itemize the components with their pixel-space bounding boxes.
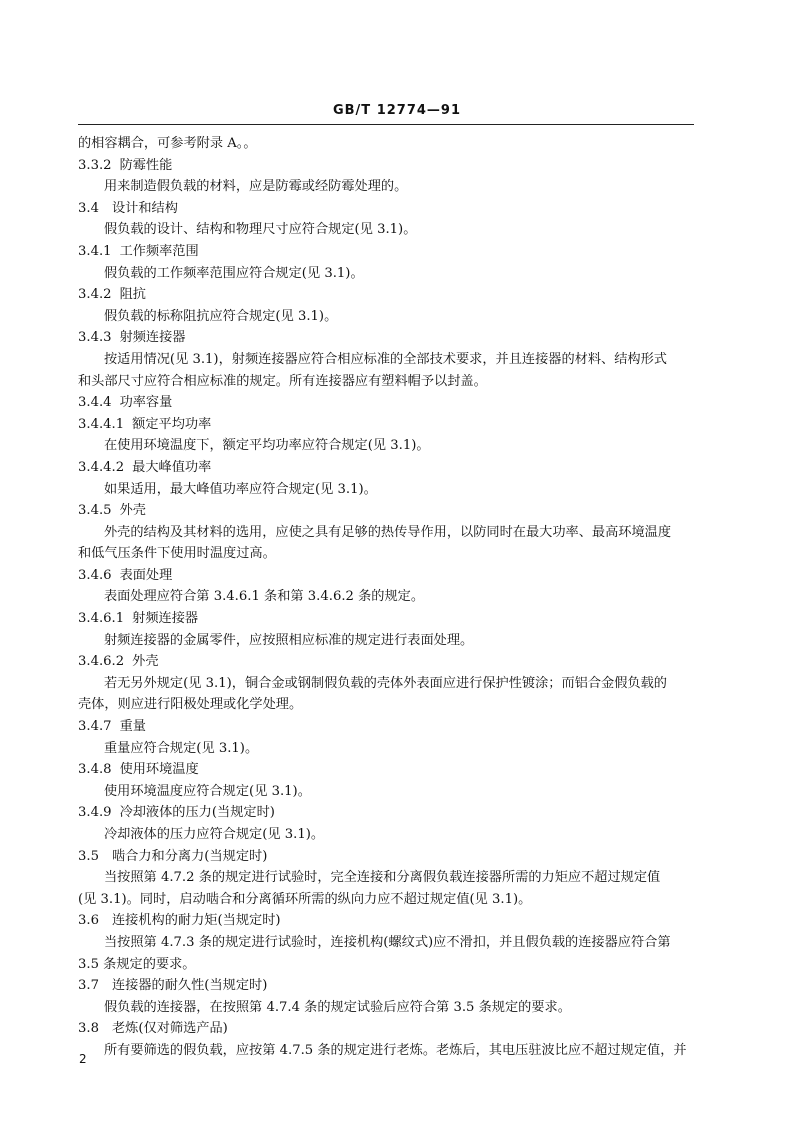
- section-title: 外壳: [119, 503, 146, 519]
- section-title: 工作频率范围: [119, 243, 199, 259]
- section-number: 3.4.5: [78, 503, 112, 519]
- section-number: 3.5: [78, 848, 99, 864]
- standard-code-header: GB/T 12774—91: [332, 103, 462, 118]
- section-heading: [78, 414, 692, 436]
- section-number: 3.4.4: [78, 395, 112, 411]
- section-number: 3.4.6.1: [78, 611, 125, 627]
- section-number: 3.7: [78, 978, 99, 994]
- paragraph-continuation: (见 3.1)。同时，启动啮合和分离循环所需的纵向力应不超过规定值(见 3.1)。: [78, 891, 532, 907]
- section-heading: [78, 241, 692, 263]
- paragraph-line: 如果适用，最大峰值功率应符合规定(见 3.1)。: [104, 481, 377, 497]
- section-number: 3.4.2: [78, 287, 112, 303]
- section-title: 设计和结构: [112, 200, 178, 216]
- section-heading: [78, 716, 692, 738]
- section-number: 3.4.4.2: [78, 459, 125, 475]
- paragraph-line: 假负载的工作频率范围应符合规定(见 3.1)。: [104, 265, 364, 281]
- section-title: 冷却液体的压力(当规定时): [119, 805, 275, 821]
- paragraph-continuation: 3.5 条规定的要求。: [78, 956, 196, 972]
- section-number: 3.4.6.2: [78, 654, 125, 670]
- section-title: 连接器的耐久性(当规定时): [112, 978, 268, 994]
- paragraph-line: 射频连接器的金属零件，应按照相应标准的规定进行表面处理。: [104, 632, 474, 648]
- section-title: 使用环境温度: [119, 762, 199, 778]
- section-number: 3.4.6: [78, 567, 112, 583]
- section-heading: [78, 565, 692, 587]
- section-title: 外壳: [132, 654, 159, 670]
- paragraph-line: 当按照第 4.7.2 条的规定进行试验时，完全连接和分离假负载连接器所需的力矩应不超过规定值: [104, 870, 661, 886]
- section-heading: [78, 651, 692, 673]
- page-number: 2: [79, 1052, 87, 1066]
- paragraph-line: 冷却液体的压力应符合规定(见 3.1)。: [104, 827, 325, 842]
- paragraph-line: 当按照第 4.7.3 条的规定进行试验时，连接机构(螺纹式)应不滑扣，并且假负载的连接器应符合第: [104, 934, 671, 950]
- section-title: 连接机构的耐力矩(当规定时): [112, 913, 281, 929]
- section-number: 3.4.1: [78, 243, 112, 259]
- header-rule: [78, 124, 694, 125]
- section-title: 防霉性能: [119, 157, 173, 173]
- paragraph-line: 在使用环境温度下，额定平均功率应符合规定(见 3.1)。: [104, 438, 430, 454]
- paragraph-continuation: 和低气压条件下使用时温度过高。: [78, 546, 276, 562]
- section-heading: [78, 198, 692, 220]
- paragraph-line: 所有要筛选的假负载，应按第 4.7.5 条的规定进行老炼。老炼后，其电压驻波比应不超过规定值，并: [104, 1042, 687, 1058]
- paragraph-line: 表面处理应符合第 3.4.6.1 条和第 3.4.6.2 条的规定。: [104, 589, 425, 605]
- section-heading: [78, 500, 692, 522]
- document-body: [78, 133, 692, 1062]
- section-number: 3.4.3: [78, 330, 112, 346]
- section-title: 重量: [119, 719, 146, 735]
- section-heading: [78, 759, 692, 781]
- section-number: 3.4: [78, 200, 99, 216]
- section-heading: [78, 846, 692, 868]
- section-heading: [78, 284, 692, 306]
- paragraph-line: 假负载的标称阻抗应符合规定(见 3.1)。: [104, 308, 338, 324]
- section-number: 3.4.4.1: [78, 416, 125, 432]
- section-title: 最大峰值功率: [132, 459, 212, 475]
- paragraph-continuation: 壳体，则应进行阳极处理或化学处理。: [78, 697, 303, 713]
- paragraph-line: 假负载的连接器，在按照第 4.7.4 条的规定试验后应符合第 3.5 条规定的要求。: [104, 999, 571, 1015]
- section-number: 3.8: [78, 1021, 99, 1037]
- section-title: 老炼(仅对筛选产品): [112, 1021, 228, 1037]
- section-number: 3.4.7: [78, 719, 112, 735]
- section-number: 3.4.8: [78, 762, 112, 778]
- section-title: 功率容量: [119, 395, 173, 411]
- paragraph-continuation: 和头部尺寸应符合相应标准的规定。所有连接器应有塑料帽予以封盖。: [78, 373, 487, 389]
- paragraph-line: 若无另外规定(见 3.1)，铜合金或钢制假负载的壳体外表面应进行保护性镀涂；而铝合金假负载的: [104, 675, 667, 691]
- section-heading: [78, 457, 692, 479]
- section-heading: [78, 392, 692, 414]
- paragraph-line: 按适用情况(见 3.1)，射频连接器应符合相应标准的全部技术要求，并且连接器的材料、结构形式: [104, 351, 667, 367]
- section-title: 射频连接器: [119, 330, 186, 346]
- section-title: 啮合力和分离力(当规定时): [112, 848, 268, 864]
- paragraph-line: 外壳的结构及其材料的选用，应使之具有足够的热传导作用，以防同时在最大功率、最高环境温度: [104, 524, 672, 540]
- paragraph-continuation: 的相容耦合，可参考附录 A。。: [78, 136, 257, 151]
- section-heading: [78, 802, 692, 824]
- section-title: 射频连接器: [132, 611, 199, 627]
- paragraph-line: 用来制造假负载的材料，应是防霉或经防霉处理的。: [104, 179, 408, 195]
- paragraph-line: 假负载的设计、结构和物理尺寸应符合规定(见 3.1)。: [104, 222, 417, 238]
- section-title: 阻抗: [119, 287, 146, 303]
- section-number: 3.6: [78, 913, 99, 929]
- section-heading: [78, 910, 692, 932]
- paragraph-line: 重量应符合规定(见 3.1)。: [104, 740, 259, 756]
- section-number: 3.4.9: [78, 805, 112, 821]
- section-title: 表面处理: [119, 567, 173, 583]
- paragraph-line: 使用环境温度应符合规定(见 3.1)。: [104, 783, 311, 799]
- section-heading: [78, 608, 692, 630]
- section-heading: [78, 1018, 692, 1040]
- section-heading: [78, 155, 692, 177]
- section-title: 额定平均功率: [132, 416, 212, 432]
- section-number: 3.3.2: [78, 157, 112, 173]
- section-heading: [78, 975, 692, 997]
- section-heading: [78, 327, 692, 349]
